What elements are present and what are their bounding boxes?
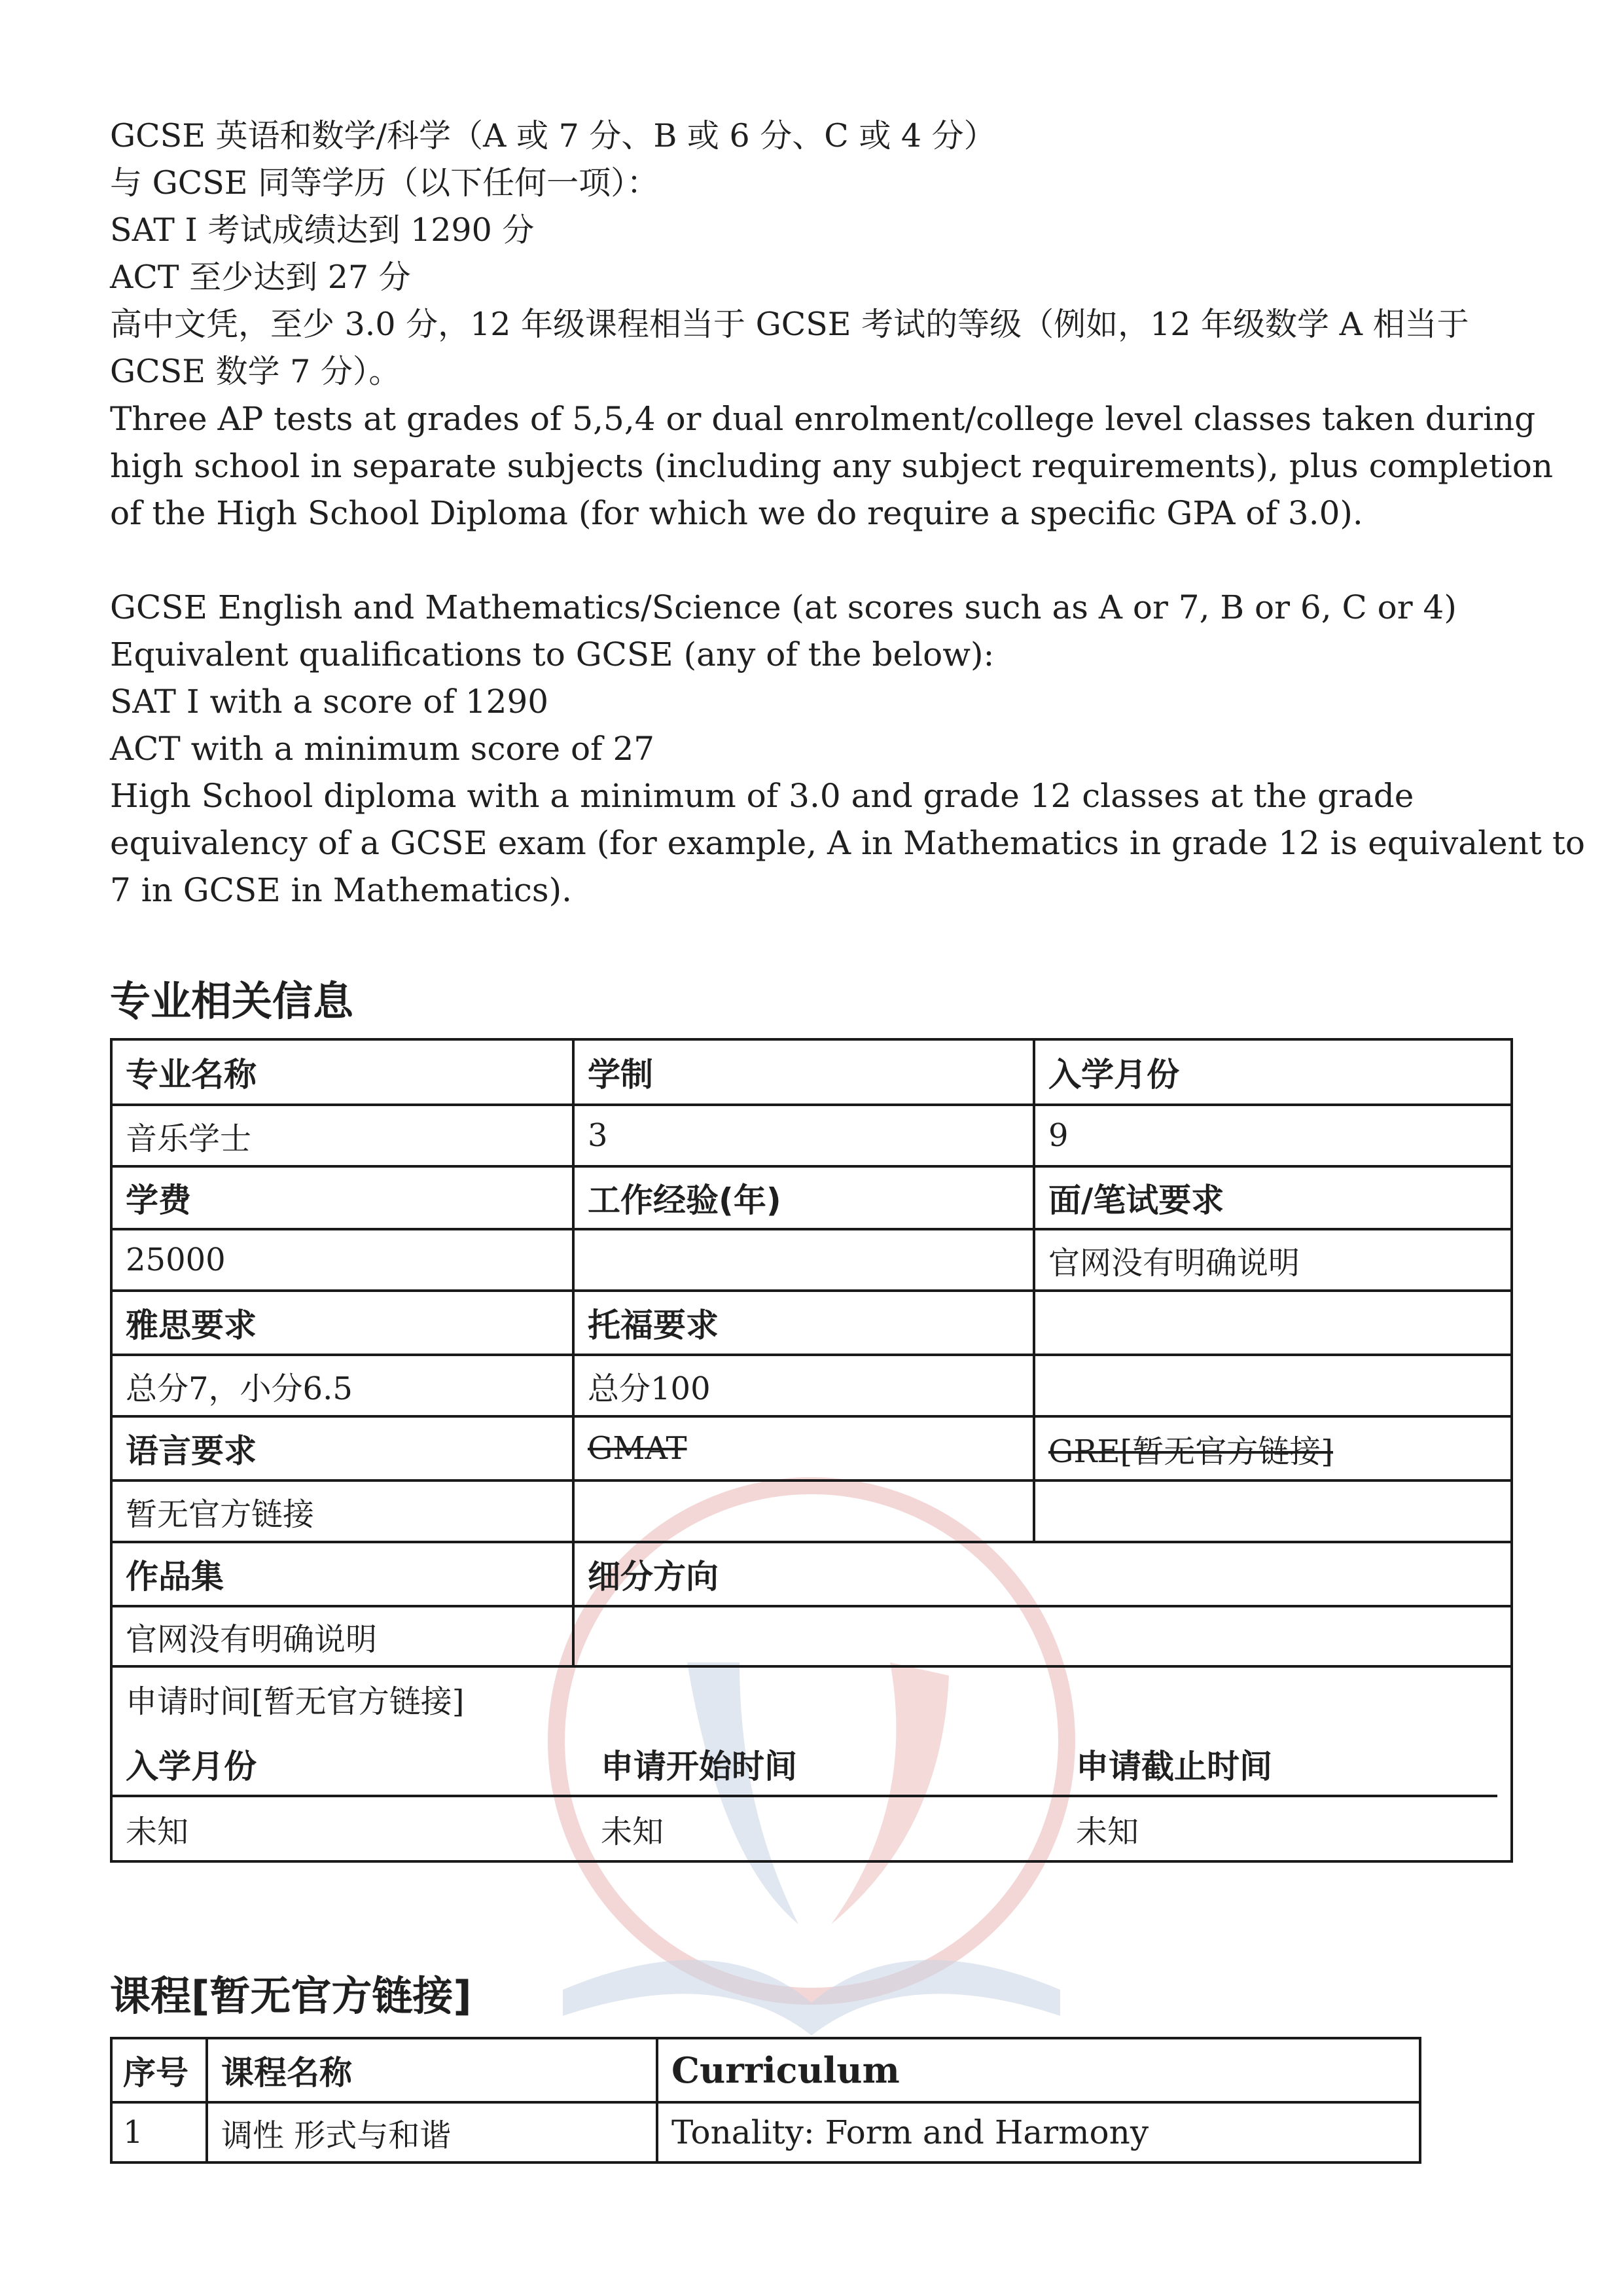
language-label: 语言要求 bbox=[126, 1432, 257, 1470]
gre-text: GRE[暂无官方链接] bbox=[1048, 1433, 1333, 1470]
intro-cn-line: 与 GCSE 同等学历（以下任何一项）： bbox=[110, 164, 659, 202]
ielts-value: 总分7，小分6.5 bbox=[126, 1370, 353, 1407]
courses-table bbox=[110, 2037, 1421, 2164]
interview-value: 官网没有明确说明 bbox=[1048, 1244, 1300, 1282]
course-row-no: 1 bbox=[123, 2114, 143, 2151]
app-start-label: 申请开始时间 bbox=[601, 1748, 797, 1785]
tuition-label: 学费 bbox=[126, 1181, 191, 1219]
courses-section-title: 课程[暂无官方链接] bbox=[110, 1972, 472, 2020]
tuition-value: 25000 bbox=[126, 1242, 226, 1278]
program-section-title: 专业相关信息 bbox=[110, 977, 354, 1025]
intro-en-line: 7 in GCSE in Mathematics). bbox=[110, 871, 572, 909]
app-deadline-label: 申请截止时间 bbox=[1076, 1748, 1272, 1785]
course-row-name: 调性 形式与和谐 bbox=[221, 2117, 452, 2154]
intro-en-line: GCSE English and Mathematics/Science (at scores such as A or 7, B or 6, C or 4) bbox=[110, 588, 1457, 626]
interview-label: 面/笔试要求 bbox=[1048, 1181, 1224, 1219]
intro-cn-line: GCSE 数学 7 分）。 bbox=[110, 353, 401, 390]
app-intake-label: 入学月份 bbox=[126, 1748, 257, 1785]
toefl-value: 总分100 bbox=[588, 1370, 711, 1407]
portfolio-value: 官网没有明确说明 bbox=[126, 1621, 378, 1658]
intro-en-ap bbox=[110, 395, 1554, 537]
app-intake-value: 未知 bbox=[126, 1813, 189, 1850]
app-start-value: 未知 bbox=[601, 1813, 664, 1850]
intro-cn-line: GCSE 英语和数学/科学（A 或 7 分、B 或 6 分、C 或 4 分） bbox=[110, 117, 996, 154]
app-deadline-value: 未知 bbox=[1076, 1813, 1139, 1850]
course-row-curriculum: Tonality: Form and Harmony bbox=[671, 2113, 1149, 2151]
portfolio-label: 作品集 bbox=[126, 1558, 224, 1596]
major-name-value: 音乐学士 bbox=[126, 1120, 252, 1157]
gre-label bbox=[1035, 1418, 1510, 1479]
intake-value: 9 bbox=[1048, 1117, 1069, 1154]
app-time-label: 申请时间[暂无官方链接] bbox=[126, 1683, 465, 1720]
intro-cn bbox=[110, 113, 1530, 395]
work-exp-label: 工作经验(年) bbox=[588, 1181, 781, 1219]
duration-label: 学制 bbox=[588, 1056, 653, 1094]
intro-cn-line: ACT 至少达到 27 分 bbox=[110, 259, 411, 296]
intro-en-line: Equivalent qualifications to GCSE (any of the below): bbox=[110, 636, 995, 673]
toefl-label: 托福要求 bbox=[588, 1306, 719, 1344]
direction-label: 细分方向 bbox=[588, 1558, 719, 1596]
direction-value bbox=[575, 1607, 1510, 1665]
course-col-name: 课程名称 bbox=[221, 2054, 352, 2092]
intro-cn-line: 高中文凭，至少 3.0 分，12 年级课程相当于 GCSE 考试的等级（例如，12 年级数学 A 相当于 bbox=[110, 306, 1469, 343]
intro-en-line: SAT I with a score of 1290 bbox=[110, 683, 549, 721]
gmat-text: GMAT bbox=[588, 1430, 687, 1467]
course-col-no: 序号 bbox=[123, 2054, 188, 2092]
intro-en-ap-line: Three AP tests at grades of 5,5,4 or dual enrolment/college level classes taken during bbox=[110, 400, 1536, 438]
major-name-label: 专业名称 bbox=[126, 1056, 257, 1094]
intake-label: 入学月份 bbox=[1048, 1056, 1179, 1094]
course-col-curriculum: Curriculum bbox=[671, 2049, 900, 2091]
program-info-table bbox=[110, 1038, 1513, 1863]
language-value: 暂无官方链接 bbox=[126, 1496, 315, 1533]
intro-en bbox=[110, 584, 1586, 914]
gmat-label bbox=[575, 1418, 1033, 1479]
intro-en-line: High School diploma with a minimum of 3.0 and grade 12 classes at the grade bbox=[110, 777, 1414, 815]
duration-value: 3 bbox=[588, 1117, 608, 1154]
intro-cn-line: SAT I 考试成绩达到 1290 分 bbox=[110, 211, 535, 249]
intro-en-line: equivalency of a GCSE exam (for example, A in Mathematics in grade 12 is equivalent to bbox=[110, 824, 1586, 862]
ielts-label: 雅思要求 bbox=[126, 1306, 257, 1344]
intro-en-ap-line: high school in separate subjects (including any subject requirements), plus completion bbox=[110, 447, 1554, 485]
intro-en-ap-line: of the High School Diploma (for which we do require a specific GPA of 3.0). bbox=[110, 494, 1363, 532]
work-exp-value bbox=[575, 1230, 1033, 1289]
intro-en-line: ACT with a minimum score of 27 bbox=[110, 730, 655, 768]
